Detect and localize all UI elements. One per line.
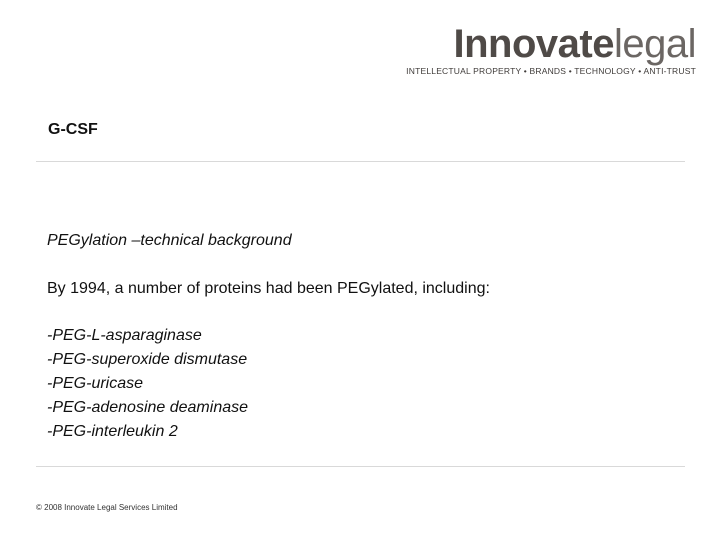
slide-title: G-CSF: [48, 121, 98, 138]
logo-wordmark: [406, 24, 696, 64]
list-item: -PEG-L-asparaginase: [47, 327, 202, 344]
intro-text: By 1994, a number of proteins had been PEGylated, including:: [47, 280, 490, 297]
list-item: -PEG-uricase: [47, 375, 144, 392]
slide-subtitle: PEGylation –technical background: [47, 232, 292, 249]
list-item: -PEG-interleukin 2: [47, 423, 178, 440]
copyright-footer: © 2008 Innovate Legal Services Limited: [36, 503, 178, 512]
list-item: -PEG-superoxide dismutase: [47, 351, 248, 368]
list-item: -PEG-adenosine deaminase: [47, 399, 249, 416]
logo-wordmark-light: legal: [613, 22, 696, 66]
innovatelegal-logo: [406, 24, 696, 76]
logo-tagline: INTELLECTUAL PROPERTY • BRANDS • TECHNOLOGY • ANTI-TRUST: [406, 66, 696, 76]
logo-wordmark-bold: Innovate: [453, 22, 614, 66]
protein-list: [47, 324, 248, 444]
bottom-divider: [36, 466, 685, 467]
top-divider: [36, 161, 685, 162]
